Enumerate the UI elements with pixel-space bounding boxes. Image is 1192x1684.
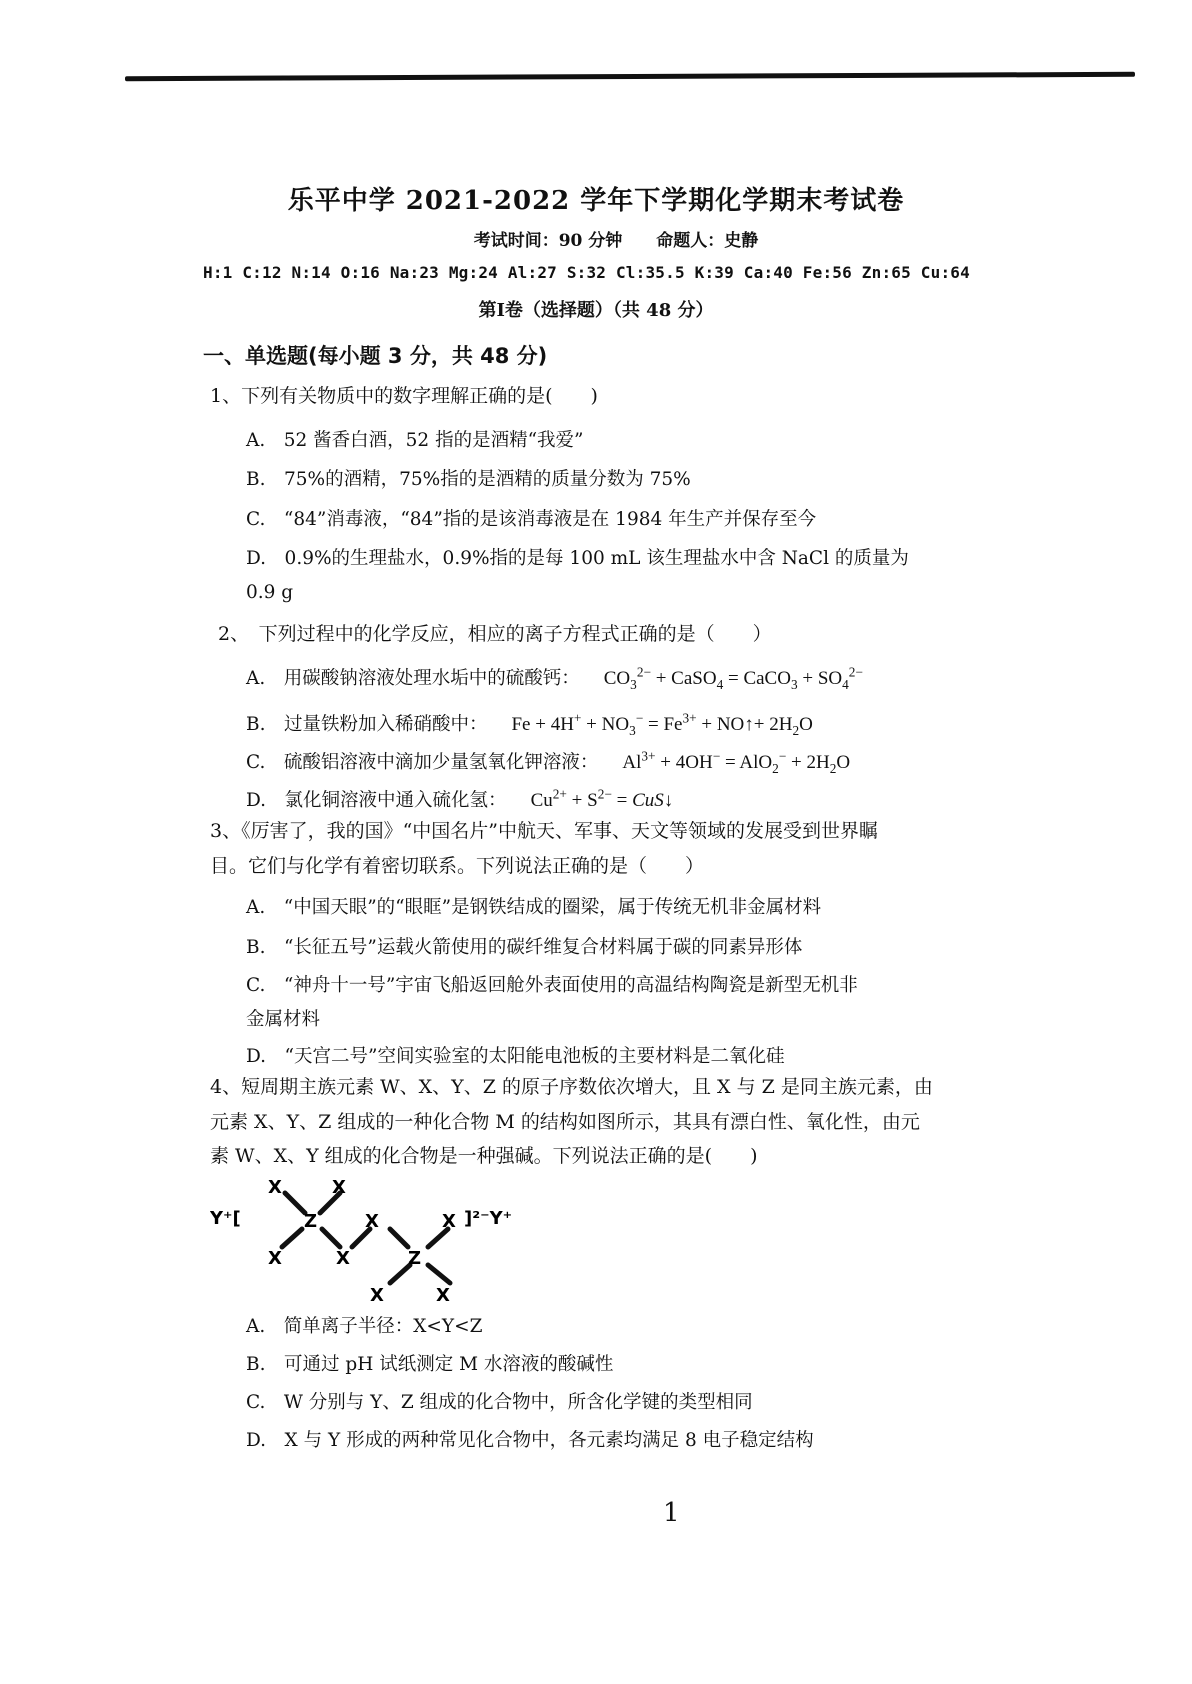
page-number: 1 <box>663 1498 680 1528</box>
section-heading: 一、单选题(每小题 3 分，共 48 分) <box>203 344 548 368</box>
structure-y-left: Y⁺[ <box>210 1208 241 1229</box>
structure-y-right: ]²⁻Y⁺ <box>464 1208 513 1229</box>
q4-option-a: A. 简单离子半径：X<Y<Z <box>246 1316 483 1337</box>
q4-option-c: C. W 分别与 Y、Z 组成的化合物中，所含化学键的类型相同 <box>246 1392 753 1413</box>
q2-option-d-equation: $Cu^{2+} + S^{2-}$ = CuS↓ <box>530 786 674 811</box>
compound-m-structure <box>210 1165 550 1305</box>
q4-stem-line3: 素 W、X、Y 组成的化合物是一种强碱。下列说法正确的是( ) <box>210 1145 758 1167</box>
structure-z-2: Z <box>408 1248 422 1269</box>
structure-bonds <box>282 1193 450 1283</box>
q1-option-d: D. 0.9%的生理盐水，0.9%指的是每 100 mL 该生理盐水中含 NaCl 的质量为 <box>246 548 909 569</box>
q1-option-a: A. 52 酱香白酒，52 指的是酒精“我爱” <box>246 430 584 451</box>
q2-option-a-equation: $CO_3^{2-}$ + CaSO$_4$ = CaCO$_3$ + $SO_4^{2-}$ <box>603 664 863 692</box>
q4-option-b: B. 可通过 pH 试纸测定 M 水溶液的酸碱性 <box>246 1354 614 1375</box>
q3-stem-line2: 目。它们与化学有着密切联系。下列说法正确的是（ ） <box>210 855 705 877</box>
q1-option-b: B. 75%的酒精，75%指的是酒精的质量分数为 75% <box>246 469 691 490</box>
q4-option-d: D. X 与 Y 形成的两种常见化合物中，各元素均满足 8 电子稳定结构 <box>246 1430 814 1451</box>
structure-x-8: X <box>436 1285 450 1305</box>
structure-x-1: X <box>268 1177 282 1198</box>
top-rule <box>125 72 1135 81</box>
q3-option-b: B. “长征五号”运载火箭使用的碳纤维复合材料属于碳的同素异形体 <box>246 937 803 958</box>
q1-option-d-cont: 0.9 g <box>246 582 294 603</box>
structure-x-4: X <box>442 1211 456 1232</box>
structure-x-6: X <box>336 1248 350 1269</box>
exam-title: 乐平中学 2021-2022 学年下学期化学期末考试卷 <box>287 186 905 216</box>
q2-option-c <box>246 748 850 774</box>
q1-stem: 1、下列有关物质中的数字理解正确的是( ) <box>210 385 598 407</box>
q2-option-a <box>246 664 863 690</box>
structure-x-3: X <box>365 1211 379 1232</box>
q2-option-c-text: C. 硫酸铝溶液中滴加少量氢氧化钾溶液： <box>246 752 599 773</box>
part-heading: 第Ⅰ卷（选择题）（共 48 分） <box>478 300 714 321</box>
q2-option-d-text: D. 氯化铜溶液中通入硫化氢： <box>246 790 507 811</box>
exam-subtitle: 考试时间：90 分钟 命题人：史静 <box>473 231 759 251</box>
q4-stem-line1: 4、短周期主族元素 W、X、Y、Z 的原子序数依次增大，且 X 与 Z 是同主族元素，由 <box>210 1076 933 1098</box>
q2-option-a-text: A. 用碳酸钠溶液处理水垢中的硫酸钙： <box>246 668 580 689</box>
q2-option-d <box>246 786 673 812</box>
q2-option-c-equation: $Al^{3+} + 4OH^- = AlO_2^- + 2H_2O$ <box>622 748 851 776</box>
q2-option-b-text: B. 过量铁粉加入稀硝酸中： <box>246 714 488 735</box>
q2-stem: 2、 下列过程中的化学反应，相应的离子方程式正确的是（ ） <box>218 623 772 645</box>
structure-x-2: X <box>332 1177 346 1198</box>
q2-option-b <box>246 710 813 736</box>
q3-stem-line1: 3、《厉害了，我的国》“中国名片”中航天、军事、天文等领域的发展受到世界瞩 <box>210 820 879 842</box>
q2-option-b-equation: $Fe + 4H^+ + NO_3^- = Fe^{3+}$ + NO↑+ $2H_2O$ <box>511 710 813 738</box>
q1-option-c: C. “84”消毒液，“84”指的是该消毒液是在 1984 年生产并保存至今 <box>246 509 817 530</box>
atomic-masses: H:1 C:12 N:14 O:16 Na:23 Mg:24 Al:27 S:32 Cl:35.5 K:39 Ca:40 Fe:56 Zn:65 Cu:64 <box>203 263 970 282</box>
q3-option-c-cont: 金属材料 <box>246 1009 321 1030</box>
q4-stem-line2: 元素 X、Y、Z 组成的一种化合物 M 的结构如图所示，其具有漂白性、氧化性，由元 <box>210 1111 920 1133</box>
q3-option-a: A. “中国天眼”的“眼眶”是钢铁结成的圈梁，属于传统无机非金属材料 <box>246 897 822 918</box>
structure-x-7: X <box>370 1285 384 1305</box>
q3-option-c: C. “神舟十一号”宇宙飞船返回舱外表面使用的高温结构陶瓷是新型无机非 <box>246 975 858 996</box>
q3-option-d: D. “天宫二号”空间实验室的太阳能电池板的主要材料是二氧化硅 <box>246 1046 785 1067</box>
structure-z-1: Z <box>304 1211 318 1232</box>
structure-x-5: X <box>268 1248 282 1269</box>
